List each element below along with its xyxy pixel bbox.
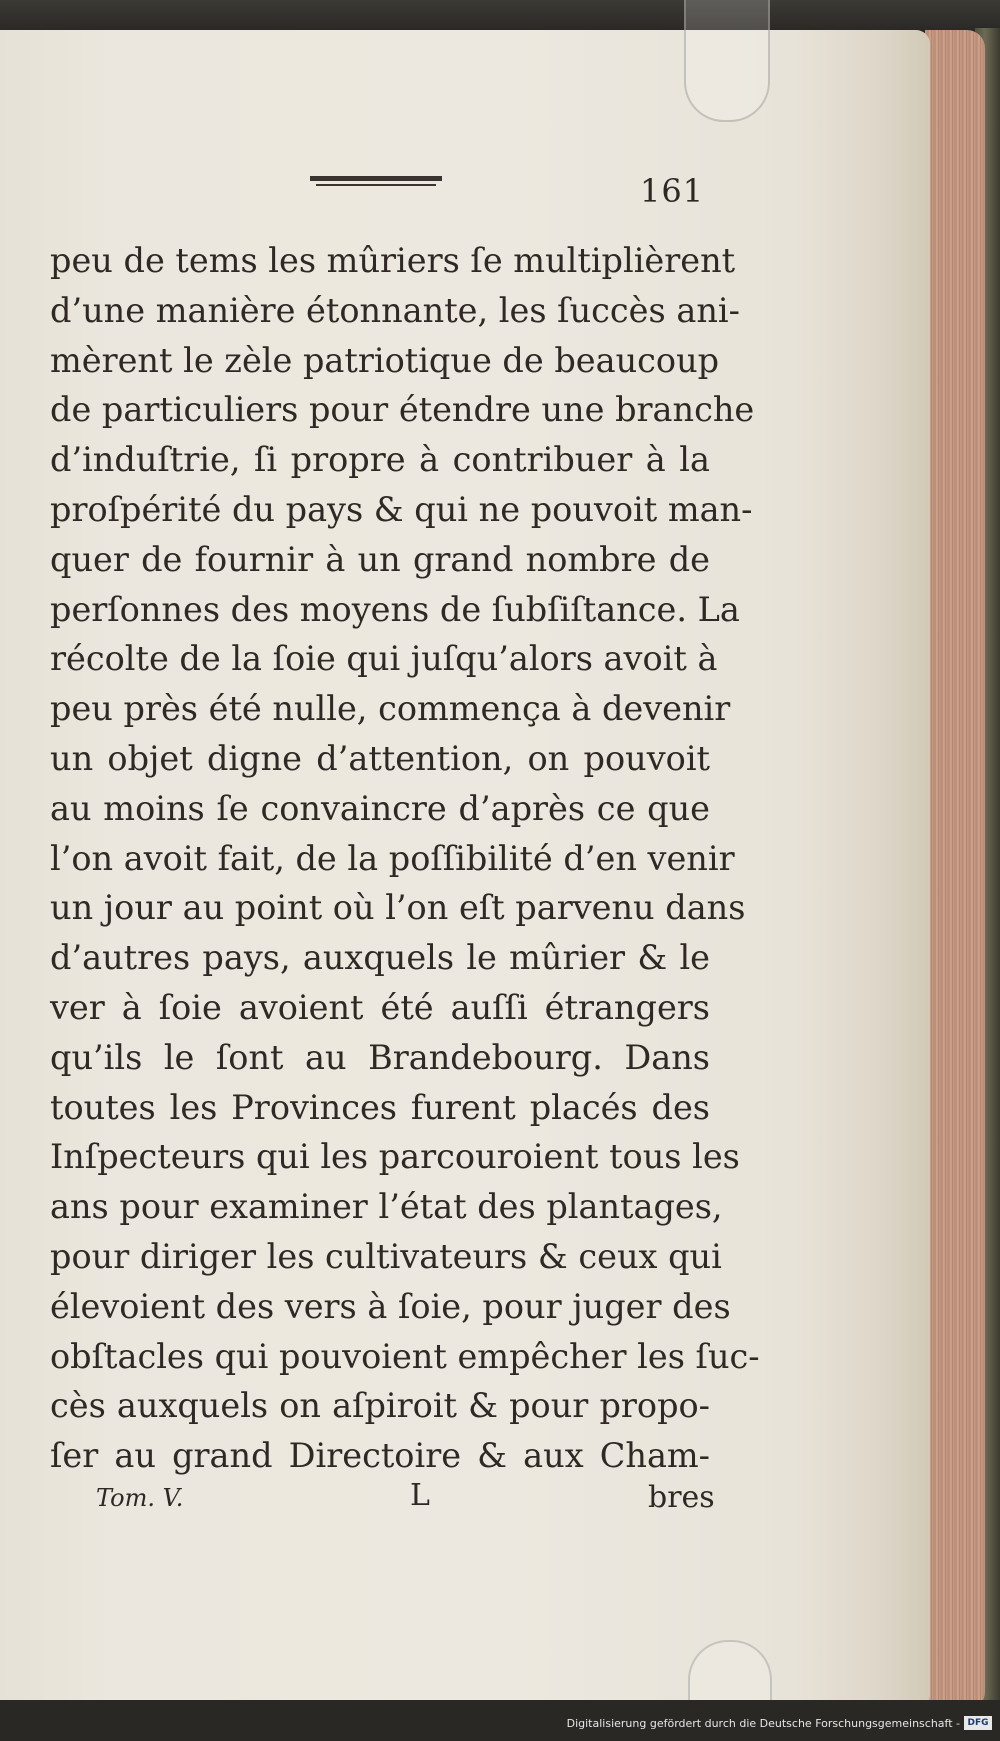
scanner-top-edge [0,0,1000,32]
dfg-logo: DFG [964,1716,992,1730]
header-ornament [308,176,446,190]
text-line: quer de fournir à un grand nombre de [50,539,710,579]
text-line: d’autres pays, auxquels le mûrier & le [50,938,710,978]
text-line: élevoient des vers à ſoie, pour juger des [50,1286,731,1326]
digitization-credit: Digitalisierung gefördert durch die Deutsche Forschungsgemeinschaft - [566,1717,960,1730]
text-line: cès auxquels on aſpiroit & pour propo- [50,1386,710,1426]
text-line: au moins ſe convaincre d’après ce que [50,788,710,828]
text-line: proſpérité du pays & qui ne pouvoit man- [50,489,753,529]
text-line: mèrent le zèle patriotique de beaucoup [50,340,720,380]
text-line: d’induſtrie, ſi propre à contribuer à la [50,440,710,480]
text-line: pour diriger les cultivateurs & ceux qui [50,1236,722,1276]
text-line: l’on avoit fait, de la poſſibilité d’en venir [50,838,735,878]
text-line: peu de tems les mûriers ſe multiplièrent [50,241,736,280]
page-block-edge [925,30,985,1710]
footer-signature-mark: L [410,1478,430,1513]
text-line: d’une manière étonnante, les ſuccès ani- [50,290,740,330]
footer-volume: Tom. V. [96,1484,184,1512]
page-clip-top [684,0,770,122]
text-line: Inſpecteurs qui les parcouroient tous les [50,1137,740,1177]
text-line: qu’ils le ſont au Brandebourg. Dans [50,1037,710,1077]
text-line: toutes les Provinces furent placés des [50,1087,710,1127]
text-line: ans pour examiner l’état des plantages, [50,1187,723,1227]
text-line: récolte de la ſoie qui juſqu’alors avoit à [50,639,718,679]
text-line: ſer au grand Directoire & aux Cham- [50,1436,710,1476]
text-line: perſonnes des moyens de ſubſiſtance. La [50,589,740,629]
text-line: ver à ſoie avoient été auſſi étrangers [50,987,710,1027]
text-line: un jour au point où l’on eſt parvenu dans [50,888,746,928]
footer-catchword: bres [648,1480,715,1515]
text-line: obſtacles qui pouvoient empêcher les ſuc- [50,1336,760,1376]
text-line: un objet digne d’attention, on pouvoit [50,738,710,778]
text-line: peu près été nulle, commença à devenir [50,689,731,729]
text-line: de particuliers pour étendre une branche [50,390,755,430]
body-text [50,236,760,1481]
page-number: 161 [640,172,705,210]
